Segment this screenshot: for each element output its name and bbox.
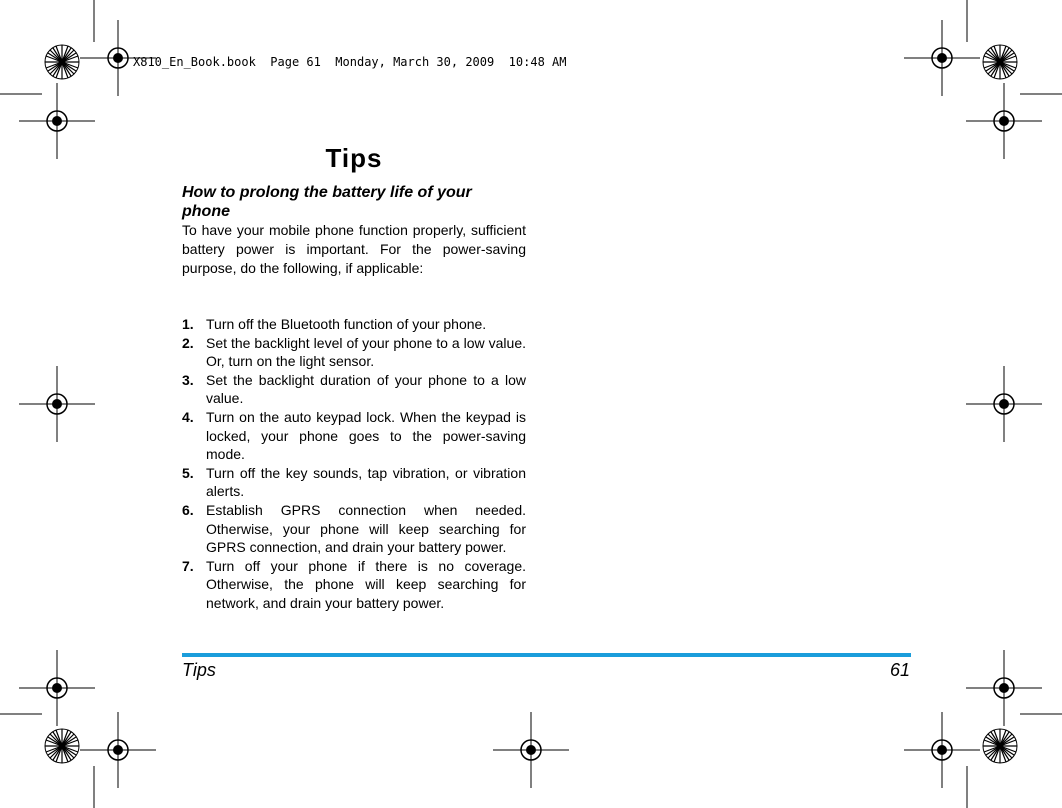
step-text: Set the backlight level of your phone to a low value. Or, turn on the light sensor. xyxy=(206,334,526,370)
step-text: Establish GPRS connection when needed. Otherwise, your phone will keep searching for GPRS connection, and drain your battery power. xyxy=(206,501,526,556)
step-number: 2. xyxy=(182,334,194,351)
star-target-icon xyxy=(45,729,79,763)
list-item xyxy=(182,371,526,408)
page-title: Tips xyxy=(325,143,383,173)
footer-section-title: Tips xyxy=(182,660,216,680)
star-target-icon xyxy=(983,45,1017,79)
step-number: 4. xyxy=(182,408,194,425)
step-number: 3. xyxy=(182,371,194,388)
list-item xyxy=(182,408,526,464)
list-item xyxy=(182,315,526,334)
registration-target-icon xyxy=(493,712,569,788)
page-number: 61 xyxy=(889,660,910,680)
step-text: Turn off the Bluetooth function of your phone. xyxy=(206,316,487,332)
list-item xyxy=(182,334,526,371)
star-target-icon xyxy=(45,45,79,79)
list-item xyxy=(182,557,526,613)
step-number: 7. xyxy=(182,557,194,574)
section-subheading: How to prolong the battery life of your phone xyxy=(182,184,472,220)
step-number: 6. xyxy=(182,501,194,518)
footer-rule xyxy=(182,653,911,657)
list-item xyxy=(182,464,526,501)
step-number: 1. xyxy=(182,316,194,332)
registration-target-icon xyxy=(80,712,156,788)
tips-list xyxy=(182,315,526,613)
registration-target-icon xyxy=(19,366,95,442)
step-text: Turn off your phone if there is no coverage. Otherwise, the phone will keep searching for network, and drain your battery power. xyxy=(206,557,526,611)
registration-target-icon xyxy=(904,712,980,788)
intro-paragraph: To have your mobile phone function properly, sufficient battery power is important. For the power-saving purpose, do the following, if applicable: xyxy=(182,222,526,276)
registration-target-icon xyxy=(966,366,1042,442)
registration-target-icon xyxy=(19,650,95,726)
list-item xyxy=(182,501,526,557)
step-text: Turn off the key sounds, tap vibration, or vibration alerts. xyxy=(206,464,526,500)
registration-target-icon xyxy=(904,20,980,96)
print-header: X810_En_Book.book Page 61 Monday, March 30, 2009 10:48 AM xyxy=(133,55,567,69)
registration-target-icon xyxy=(966,650,1042,726)
step-number: 5. xyxy=(182,464,194,481)
step-text: Set the backlight duration of your phone to a low value. xyxy=(206,371,526,407)
star-target-icon xyxy=(983,729,1017,763)
step-text: Turn on the auto keypad lock. When the keypad is locked, your phone goes to the power-saving mode. xyxy=(206,408,526,463)
